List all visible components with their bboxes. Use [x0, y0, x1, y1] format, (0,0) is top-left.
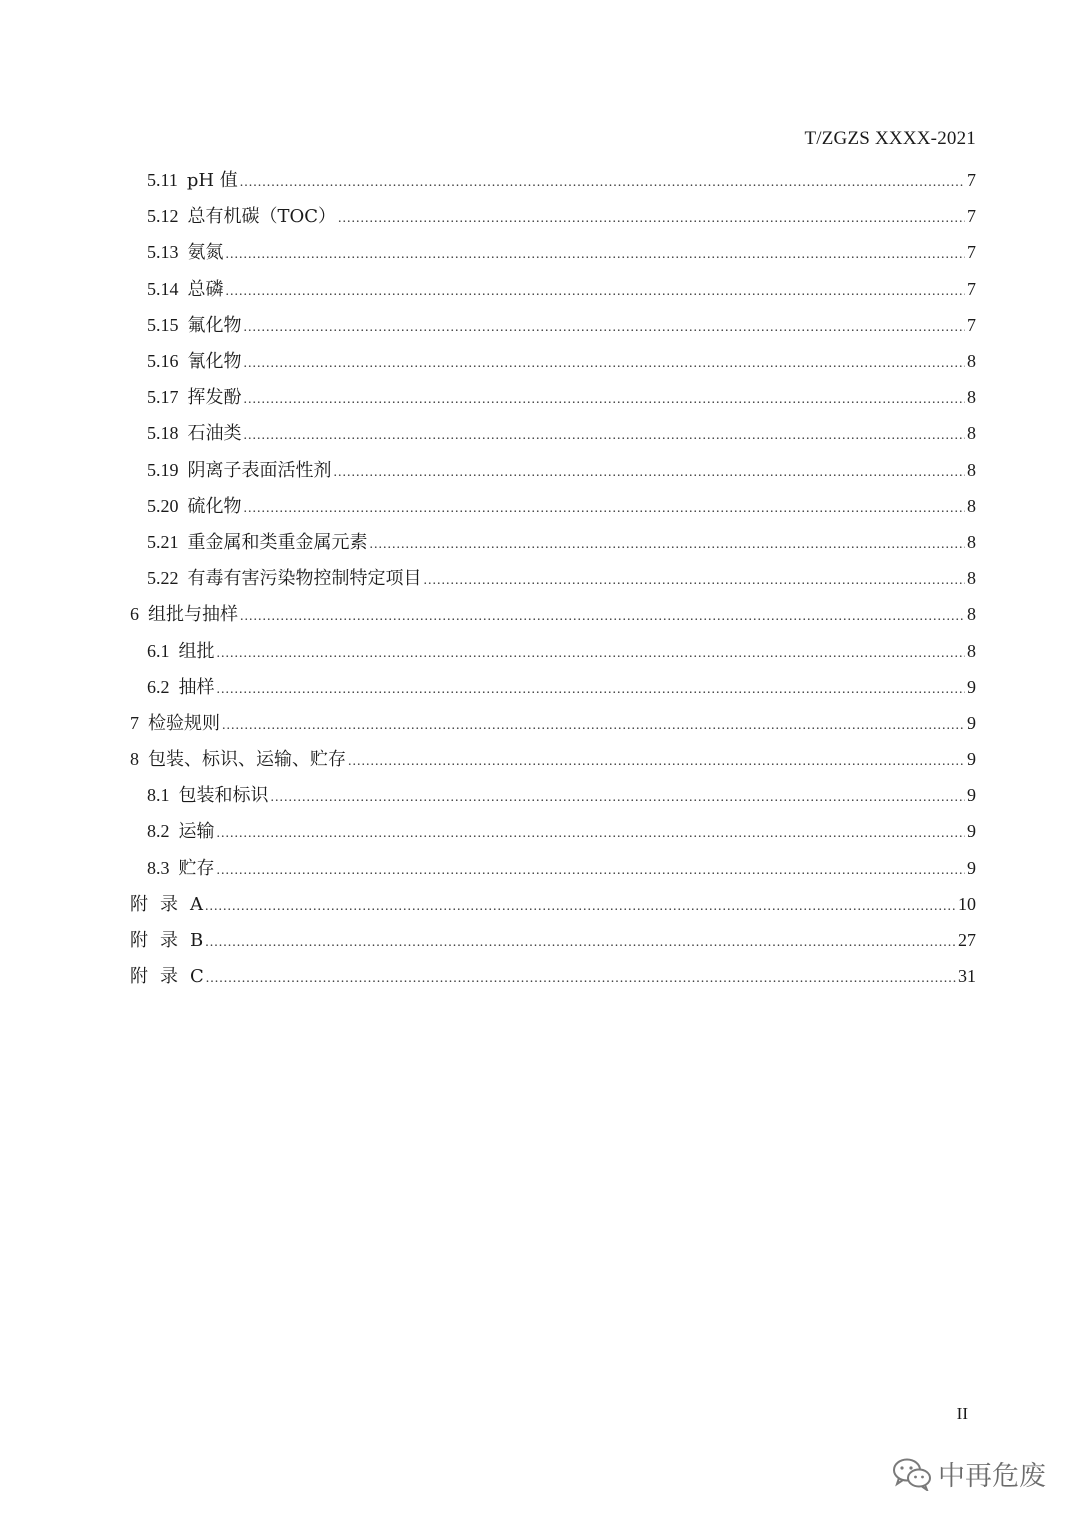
toc-entry-appendix-b[interactable] [0, 921, 1080, 957]
toc-entry-page: 8 [967, 640, 976, 661]
toc-entry-number: 6.1 [147, 640, 170, 661]
toc-leader-dots [226, 247, 966, 263]
toc-entry-page: 8 [967, 423, 976, 444]
toc-entry-number: 6.2 [147, 676, 170, 697]
toc-entry-page: 8 [967, 568, 976, 589]
toc-entry-page: 8 [967, 387, 976, 408]
toc-leader-dots [334, 465, 966, 481]
toc-leader-dots [205, 899, 956, 915]
toc-entry-5-17[interactable] [0, 378, 1080, 414]
toc-entry-5-19[interactable] [0, 451, 1080, 487]
toc-entry-title: 组批 [178, 640, 215, 662]
toc-entry-page: 8 [967, 459, 976, 480]
toc-entry-page: 27 [958, 930, 976, 951]
toc-entry-title: 包装和标识 [178, 785, 269, 807]
toc-entry-number: 7 [130, 712, 139, 733]
toc-entry-5-13[interactable] [0, 233, 1080, 269]
toc-leader-dots [217, 826, 966, 842]
toc-entry-number: 8.1 [147, 785, 170, 806]
toc-entry-page: 8 [967, 531, 976, 552]
toc-entry-8[interactable] [0, 740, 1080, 776]
toc-leader-dots [424, 573, 966, 589]
toc-leader-dots [244, 392, 966, 408]
toc-entry-title: 氨氮 [187, 242, 224, 264]
toc-entry-number: 5.22 [147, 568, 179, 589]
toc-entry-title: 检验规则 [148, 712, 220, 734]
toc-entry-title: 包装、标识、运输、贮存 [148, 749, 346, 771]
toc-entry-number: 6 [130, 604, 139, 625]
table-of-contents [0, 161, 1080, 993]
toc-entry-number: 5.15 [147, 314, 179, 335]
toc-entry-5-14[interactable] [0, 270, 1080, 306]
toc-entry-title: 总有机碳（TOC） [187, 206, 337, 228]
toc-leader-dots [217, 646, 966, 662]
toc-entry-number: 5.18 [147, 423, 179, 444]
toc-entry-title: 氰化物 [187, 351, 242, 373]
toc-leader-dots [217, 863, 966, 879]
toc-entry-title: 运输 [178, 821, 215, 843]
toc-entry-5-12[interactable] [0, 197, 1080, 233]
toc-leader-dots [244, 320, 966, 336]
page-header-standard-code: T/ZGZS XXXX-2021 [804, 128, 976, 149]
toc-leader-dots [244, 428, 966, 444]
watermark [892, 1454, 1046, 1493]
page-number: II [956, 1404, 968, 1423]
toc-entry-title: 总磷 [187, 278, 224, 300]
toc-entry-page: 7 [967, 242, 976, 263]
toc-entry-8-1[interactable] [0, 776, 1080, 812]
toc-entry-appendix-a[interactable] [0, 885, 1080, 921]
wechat-icon [892, 1457, 932, 1491]
toc-entry-page: 7 [967, 278, 976, 299]
toc-entry-page: 9 [967, 712, 976, 733]
toc-entry-page: 7 [967, 314, 976, 335]
toc-entry-title: 抽样 [178, 676, 215, 698]
toc-entry-5-21[interactable] [0, 523, 1080, 559]
toc-entry-number: 5.21 [147, 531, 179, 552]
toc-entry-number: 8 [130, 749, 139, 770]
toc-entry-5-20[interactable] [0, 487, 1080, 523]
toc-leader-dots [205, 935, 956, 951]
toc-entry-7[interactable] [0, 704, 1080, 740]
toc-leader-dots [244, 501, 966, 517]
toc-entry-number: 5.16 [147, 351, 179, 372]
toc-leader-dots [226, 284, 966, 300]
toc-entry-number: 8.2 [147, 821, 170, 842]
toc-entry-page: 7 [967, 206, 976, 227]
toc-entry-title: 挥发酚 [187, 387, 242, 409]
toc-entry-5-16[interactable] [0, 342, 1080, 378]
toc-entry-title: C [190, 966, 204, 988]
toc-entry-number: 5.19 [147, 459, 179, 480]
toc-leader-dots [206, 971, 956, 987]
toc-entry-title: 阴离子表面活性剂 [187, 459, 332, 481]
toc-entry-number: 5.12 [147, 206, 179, 227]
toc-entry-number: 附录 [130, 930, 190, 951]
toc-entry-6[interactable] [0, 595, 1080, 631]
toc-leader-dots [271, 790, 966, 806]
toc-leader-dots [222, 718, 965, 734]
toc-entry-page: 9 [967, 857, 976, 878]
toc-entry-page: 9 [967, 785, 976, 806]
toc-entry-number: 5.14 [147, 278, 179, 299]
toc-entry-page: 9 [967, 821, 976, 842]
toc-entry-title: 组批与抽样 [148, 604, 238, 626]
toc-entry-page: 9 [967, 749, 976, 770]
toc-entry-5-18[interactable] [0, 414, 1080, 450]
toc-entry-5-15[interactable] [0, 306, 1080, 342]
toc-entry-title: 石油类 [187, 423, 242, 445]
toc-leader-dots [240, 609, 965, 625]
toc-entry-page: 10 [958, 893, 976, 914]
watermark-text: 中再危废 [938, 1461, 1046, 1492]
toc-entry-8-2[interactable] [0, 812, 1080, 848]
toc-entry-number: 附录 [130, 893, 190, 914]
toc-entry-page: 8 [967, 351, 976, 372]
toc-entry-6-2[interactable] [0, 668, 1080, 704]
toc-entry-title: pH 值 [186, 170, 238, 192]
toc-entry-title: A [190, 893, 203, 915]
toc-entry-title: B [190, 930, 204, 952]
toc-entry-title: 有毒有害污染物控制特定项目 [187, 568, 422, 590]
toc-entry-page: 8 [967, 495, 976, 516]
toc-entry-page: 7 [967, 170, 976, 191]
toc-leader-dots [370, 537, 966, 553]
toc-entry-page: 31 [958, 966, 976, 987]
toc-entry-6-1[interactable] [0, 631, 1080, 667]
toc-entry-number: 5.11 [147, 170, 178, 191]
toc-entry-8-3[interactable] [0, 849, 1080, 885]
toc-entry-number: 5.13 [147, 242, 179, 263]
toc-entry-title: 氟化物 [187, 314, 242, 336]
toc-entry-5-11[interactable] [0, 161, 1080, 197]
toc-entry-page: 9 [967, 676, 976, 697]
toc-leader-dots [244, 356, 966, 372]
toc-entry-title: 贮存 [178, 857, 215, 879]
toc-entry-5-22[interactable] [0, 559, 1080, 595]
toc-entry-appendix-c[interactable] [0, 957, 1080, 993]
toc-entry-title: 硫化物 [187, 495, 242, 517]
toc-entry-number: 5.20 [147, 495, 179, 516]
toc-entry-title: 重金属和类重金属元素 [187, 531, 368, 553]
toc-leader-dots [348, 754, 965, 770]
toc-leader-dots [217, 682, 966, 698]
toc-leader-dots [338, 211, 965, 227]
toc-entry-number: 5.17 [147, 387, 179, 408]
toc-entry-number: 8.3 [147, 857, 170, 878]
toc-leader-dots [240, 175, 965, 191]
toc-entry-number: 附录 [130, 966, 190, 987]
toc-entry-page: 8 [967, 604, 976, 625]
